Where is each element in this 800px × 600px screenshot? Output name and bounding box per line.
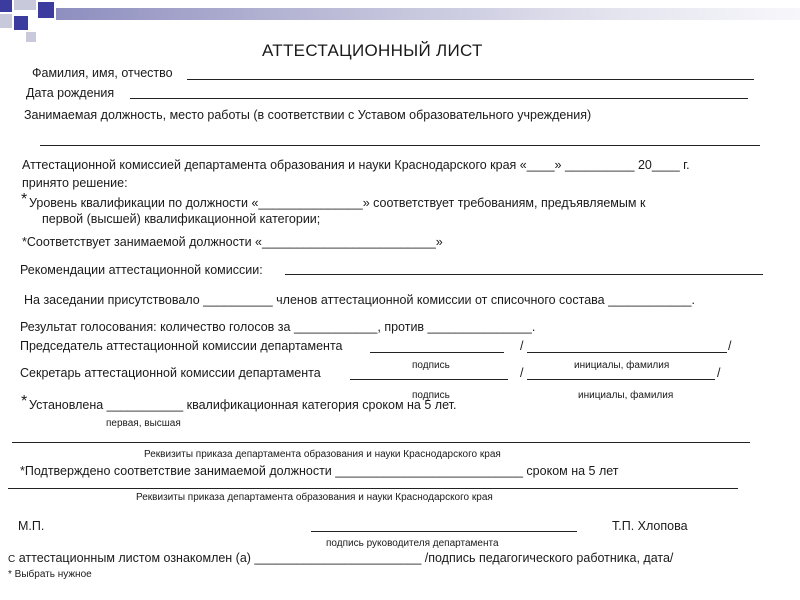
secretary-initials-line [527, 379, 715, 380]
secretary-slash-left: / [520, 366, 524, 380]
head-name: Т.П. Хлопова [612, 519, 688, 533]
decor-square-dark-3 [14, 16, 28, 30]
footnote: * Выбрать нужное [8, 569, 92, 580]
category-caption: первая, высшая [106, 418, 181, 429]
decor-square-dark-2 [38, 2, 54, 18]
qualification-text: Уровень квалификации по должности «_______________» соответствует требованиям, предъявляемым к [29, 196, 646, 210]
order-line-2 [8, 488, 738, 489]
qualification-star: * [21, 191, 28, 208]
chairman-initials-line [527, 352, 727, 353]
secretary-signature-caption: подпись [412, 390, 450, 401]
vote-result-text: Результат голосования: количество голосов за ____________, против _______________. [20, 320, 536, 334]
name-line [187, 79, 754, 80]
secretary-initials-caption: инициалы, фамилия [578, 390, 674, 401]
secretary-signature-line [350, 379, 508, 380]
acquainted-first-letter: С [8, 554, 16, 565]
secretary-label: Секретарь аттестационной комиссии департамента [20, 366, 321, 380]
acquainted-body: аттестационным листом ознакомлен (а) ________________________ /подпись педагогического работника, дата/ [15, 551, 674, 565]
chairman-signature-caption: подпись [412, 360, 450, 371]
commission-decision-text: Аттестационной комиссией департамента образования и науки Краснодарского края «____» __________ 20____ г. [22, 158, 690, 172]
order-line-1 [12, 442, 750, 443]
name-label: Фамилия, имя, отчество [32, 66, 173, 80]
recommendations-line [285, 274, 763, 275]
chairman-initials-caption: инициалы, фамилия [574, 360, 670, 371]
order-caption-2: Реквизиты приказа департамента образования и науки Краснодарского края [136, 492, 493, 503]
decision-label: принято решение: [22, 176, 128, 190]
chairman-slash-right: / [728, 339, 732, 353]
secretary-slash-right: / [717, 366, 721, 380]
established-text: Установлена ___________ квалификационная категория сроком на 5 лет. [29, 398, 457, 412]
acquainted-text [8, 551, 673, 565]
established-star: * [21, 393, 28, 410]
birth-date-line [130, 98, 748, 99]
attendance-text: На заседании присутствовало __________ членов аттестационной комиссии от списочного состава ____________. [24, 293, 695, 307]
chairman-label: Председатель аттестационной комиссии департамента [20, 339, 343, 353]
head-signature-line [311, 531, 577, 532]
decor-square-light-2 [0, 14, 12, 28]
chairman-slash-left: / [520, 339, 524, 353]
decor-square-light-1 [14, 0, 36, 10]
decor-gradient-bar [56, 8, 800, 20]
seal-label: М.П. [18, 519, 45, 533]
confirmed-text: *Подтверждено соответствие занимаемой должности ___________________________ сроком на 5 лет [20, 464, 619, 478]
head-signature-caption: подпись руководителя департамента [326, 538, 499, 549]
recommendations-label: Рекомендации аттестационной комиссии: [20, 263, 263, 277]
chairman-signature-line [370, 352, 504, 353]
position-match-text: *Соответствует занимаемой должности «_________________________» [22, 235, 443, 249]
decor-square-dark-1 [0, 0, 12, 12]
page-title: АТТЕСТАЦИОННЫЙ ЛИСТ [262, 41, 483, 60]
position-line [40, 145, 760, 146]
decor-square-light-3 [26, 32, 36, 42]
order-caption-1: Реквизиты приказа департамента образования и науки Краснодарского края [144, 449, 501, 460]
position-label: Занимаемая должность, место работы (в соответствии с Уставом образовательного учреждения) [24, 108, 592, 122]
qualification-category-text: первой (высшей) квалификационной категории; [42, 212, 321, 226]
birth-date-label: Дата рождения [26, 86, 115, 100]
